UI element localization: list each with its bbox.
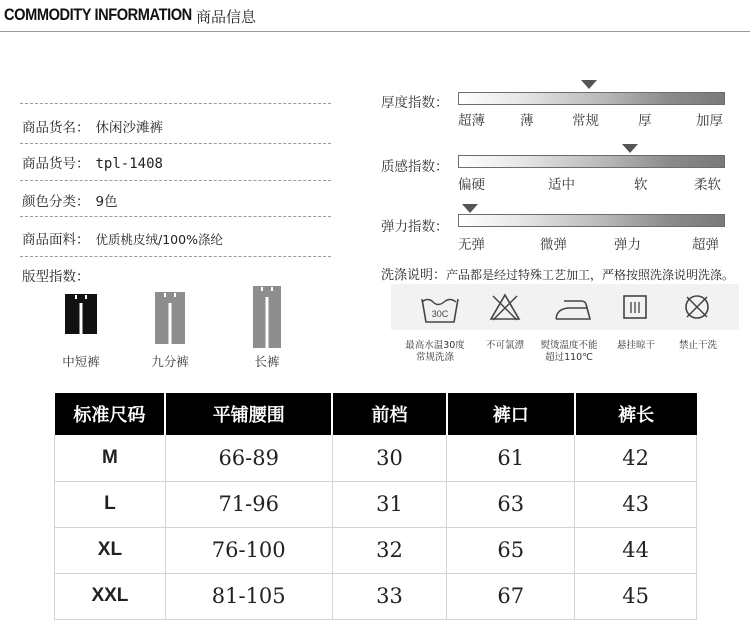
cropped-pants-icon [154, 291, 186, 345]
size-cell: L [55, 481, 166, 527]
info-row-name [22, 116, 163, 136]
wash-30c-text: 30C [431, 309, 449, 319]
length-cell: 42 [575, 435, 697, 481]
leg-opening-cell: 65 [447, 527, 575, 573]
info-label: 颜色分类： [22, 194, 90, 210]
info-row-sku [22, 152, 163, 172]
scale-marker [462, 204, 478, 213]
wash-caption-line: 超过110℃ [545, 352, 593, 363]
header-title-cn: 商品信息 [196, 8, 257, 26]
wash-caption [400, 340, 470, 364]
wash-caption-line: 不可氯漂 [485, 340, 524, 351]
wash-caption [475, 340, 535, 352]
elasticity-scale-bar [458, 214, 725, 227]
scale-tick: 弹力 [614, 237, 641, 253]
shorts-icon [64, 293, 98, 335]
table-header: 平铺腰围 [165, 393, 332, 435]
wash-caption [534, 340, 604, 364]
table-header: 前档 [332, 393, 447, 435]
length-cell: 44 [575, 527, 697, 573]
fit-label: 版型指数： [22, 269, 90, 285]
header-title-en: COMMODITY INFORMATION [4, 5, 192, 24]
scale-marker [581, 80, 597, 89]
wash-caption-line: 常规洗涤 [415, 352, 454, 363]
scale-tick: 薄 [520, 113, 534, 129]
no-dryclean-icon [683, 293, 711, 321]
waist-cell: 71-96 [165, 481, 332, 527]
waist-cell: 81-105 [165, 573, 332, 619]
info-label: 商品货名： [22, 120, 90, 136]
wash-caption [606, 340, 666, 352]
scale-tick: 软 [634, 177, 648, 193]
scale-tick: 偏硬 [458, 177, 485, 193]
wash-caption-line: 熨烫温度不能 [540, 340, 598, 351]
size-cell: XL [55, 527, 166, 573]
thickness-scale-bar [458, 92, 725, 105]
iron-icon [550, 296, 592, 322]
scale-tick: 常规 [572, 113, 599, 129]
scale-label-texture: 质感指数： [381, 159, 449, 175]
length-cell: 45 [575, 573, 697, 619]
no-bleach-icon [489, 292, 521, 322]
scale-tick: 无弹 [458, 237, 485, 253]
info-row-fabric [22, 228, 223, 248]
fit-caption: 九分裤 [151, 354, 189, 369]
info-value: 优质桃皮绒/100%涤纶 [95, 232, 223, 247]
wash-caption-line: 最高水温30度 [405, 340, 465, 351]
leg-opening-cell: 67 [447, 573, 575, 619]
divider [20, 216, 331, 217]
wash-caption-line: 悬挂晾干 [616, 340, 655, 351]
scale-tick: 柔软 [694, 177, 721, 193]
scale-tick: 加厚 [696, 113, 723, 129]
info-value: 休闲沙滩裤 [95, 120, 163, 136]
size-table [54, 393, 697, 620]
scale-label-elasticity: 弹力指数： [381, 219, 449, 235]
info-label: 商品货号： [22, 156, 90, 172]
texture-scale-bar [458, 155, 725, 168]
leg-opening-cell: 61 [447, 435, 575, 481]
table-row [55, 527, 697, 573]
scale-tick: 超薄 [458, 113, 485, 129]
divider [20, 103, 331, 104]
size-cell: XXL [55, 573, 166, 619]
wash-caption-line: 禁止干洗 [678, 340, 717, 351]
divider [20, 143, 331, 144]
scale-tick: 适中 [548, 177, 575, 193]
scale-label-thickness: 厚度指数： [381, 95, 449, 111]
rise-cell: 30 [332, 435, 447, 481]
table-header-row [55, 393, 697, 435]
info-label: 商品面料： [22, 232, 90, 248]
divider [20, 256, 331, 257]
wash-30c-icon [420, 294, 460, 324]
waist-cell: 76-100 [165, 527, 332, 573]
length-cell: 43 [575, 481, 697, 527]
rise-cell: 31 [332, 481, 447, 527]
rise-cell: 32 [332, 527, 447, 573]
size-cell: M [55, 435, 166, 481]
info-value: 9色 [95, 194, 118, 210]
page-header [0, 0, 750, 32]
fit-caption: 中短裤 [62, 354, 100, 369]
wash-title: 洗涤说明： [381, 268, 447, 283]
long-pants-icon [252, 285, 282, 349]
info-value: tpl-1408 [95, 156, 163, 172]
hang-dry-icon [622, 294, 648, 320]
fit-caption: 长裤 [254, 354, 280, 369]
wash-caption [668, 340, 728, 352]
waist-cell: 66-89 [165, 435, 332, 481]
divider [20, 180, 331, 181]
scale-tick: 超弹 [692, 237, 719, 253]
table-header: 标准尺码 [55, 393, 166, 435]
info-row-color [22, 190, 118, 210]
scale-tick: 微弹 [540, 237, 567, 253]
wash-note: 产品都是经过特殊工艺加工，严格按照洗涤说明洗涤。 [446, 268, 735, 282]
wash-instructions [381, 264, 734, 283]
table-row [55, 573, 697, 619]
table-row [55, 481, 697, 527]
table-header: 裤长 [575, 393, 697, 435]
leg-opening-cell: 63 [447, 481, 575, 527]
table-row [55, 435, 697, 481]
scale-marker [622, 144, 638, 153]
scale-tick: 厚 [638, 113, 652, 129]
rise-cell: 33 [332, 573, 447, 619]
table-header: 裤口 [447, 393, 575, 435]
